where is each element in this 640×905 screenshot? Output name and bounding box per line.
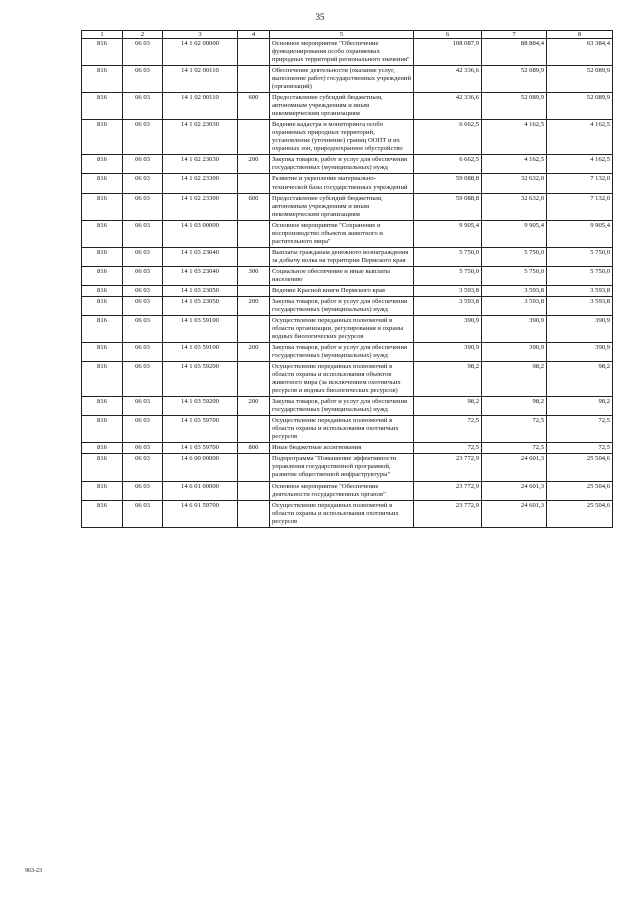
budget-table-container (81, 30, 612, 528)
cell-admin-code: 816 (82, 155, 123, 174)
cell-admin-code: 816 (82, 247, 123, 266)
cell-description: Основное мероприятие "Обеспечение деятельности государственных органов" (270, 481, 414, 500)
cell-expense-type: 200 (238, 296, 270, 315)
cell-admin-code: 816 (82, 120, 123, 155)
cell-section-code: 06 03 (123, 193, 163, 220)
cell-section-code: 06 03 (123, 247, 163, 266)
table-row (82, 343, 613, 362)
cell-amount-year-2: 24 601,3 (482, 500, 547, 527)
cell-description: Подпрограмма "Повышение эффективности управления государственной программой, развитие общественной инфраструктуры" (270, 454, 414, 481)
cell-amount-year-1: 23 772,9 (414, 481, 482, 500)
table-row (82, 66, 613, 93)
cell-amount-year-1: 72,5 (414, 416, 482, 443)
cell-section-code: 06 03 (123, 39, 163, 66)
cell-amount-year-2: 24 601,3 (482, 454, 547, 481)
column-header-4: 4 (238, 31, 270, 39)
cell-description: Ведение Красной книги Пермского края (270, 285, 414, 296)
cell-description: Основное мероприятие "Обеспечение функционирования особо охраняемых природных территорий регионального значения" (270, 39, 414, 66)
cell-amount-year-2: 5 750,0 (482, 266, 547, 285)
table-row (82, 443, 613, 454)
cell-expense-type (238, 66, 270, 93)
cell-section-code: 06 03 (123, 454, 163, 481)
cell-section-code: 06 03 (123, 443, 163, 454)
cell-admin-code: 816 (82, 39, 123, 66)
table-row (82, 120, 613, 155)
cell-admin-code: 816 (82, 285, 123, 296)
table-row (82, 500, 613, 527)
cell-target-article: 14 1 02 00110 (163, 66, 238, 93)
cell-target-article: 14 1 02 23300 (163, 193, 238, 220)
table-row (82, 266, 613, 285)
cell-admin-code: 816 (82, 296, 123, 315)
cell-description: Предоставление субсидий бюджетным, автономным учреждениям и иным некоммерческим организациям (270, 193, 414, 220)
cell-section-code: 06 03 (123, 343, 163, 362)
cell-section-code: 06 03 (123, 266, 163, 285)
cell-description: Социальное обеспечение и иные выплаты населению (270, 266, 414, 285)
cell-amount-year-1: 3 593,8 (414, 296, 482, 315)
cell-expense-type (238, 120, 270, 155)
cell-section-code: 06 03 (123, 120, 163, 155)
table-row (82, 193, 613, 220)
cell-section-code: 06 03 (123, 220, 163, 247)
cell-amount-year-3: 52 089,9 (547, 93, 613, 120)
cell-expense-type (238, 500, 270, 527)
cell-amount-year-2: 3 593,8 (482, 285, 547, 296)
header-row (82, 31, 613, 39)
cell-target-article: 14 1 02 23300 (163, 174, 238, 193)
cell-target-article: 14 1 03 23050 (163, 296, 238, 315)
cell-amount-year-3: 98,2 (547, 397, 613, 416)
cell-amount-year-1: 108 087,9 (414, 39, 482, 66)
cell-expense-type (238, 315, 270, 342)
cell-admin-code: 816 (82, 500, 123, 527)
cell-amount-year-2: 390,9 (482, 315, 547, 342)
cell-description: Основное мероприятие "Сохранение и воспроизводство объектов животного и растительного мира" (270, 220, 414, 247)
cell-expense-type (238, 481, 270, 500)
cell-amount-year-2: 3 593,8 (482, 296, 547, 315)
cell-target-article: 14 6 01 00000 (163, 481, 238, 500)
cell-amount-year-2: 72,5 (482, 416, 547, 443)
cell-amount-year-1: 5 750,0 (414, 247, 482, 266)
cell-description: Ведение кадастра и мониторинга особо охраняемых природных территорий, установление (уточнение) границ ООПТ и их охранных зон, природоохранное обустройство (270, 120, 414, 155)
document-code: 963-23 (25, 868, 42, 874)
cell-admin-code: 816 (82, 66, 123, 93)
cell-admin-code: 816 (82, 454, 123, 481)
cell-section-code: 06 03 (123, 174, 163, 193)
cell-expense-type (238, 247, 270, 266)
cell-description: Закупка товаров, работ и услуг для обеспечения государственных (муниципальных) нужд (270, 155, 414, 174)
cell-amount-year-3: 7 132,0 (547, 193, 613, 220)
cell-target-article: 14 1 02 23030 (163, 120, 238, 155)
cell-admin-code: 816 (82, 397, 123, 416)
cell-description: Закупка товаров, работ и услуг для обеспечения государственных (муниципальных) нужд (270, 343, 414, 362)
cell-amount-year-1: 5 750,0 (414, 266, 482, 285)
cell-amount-year-1: 9 905,4 (414, 220, 482, 247)
cell-amount-year-2: 52 089,9 (482, 93, 547, 120)
cell-target-article: 14 1 02 23030 (163, 155, 238, 174)
cell-amount-year-2: 9 905,4 (482, 220, 547, 247)
table-row (82, 93, 613, 120)
cell-amount-year-1: 23 772,9 (414, 454, 482, 481)
table-row (82, 174, 613, 193)
cell-expense-type: 600 (238, 193, 270, 220)
cell-amount-year-3: 3 593,8 (547, 296, 613, 315)
cell-admin-code: 816 (82, 266, 123, 285)
cell-expense-type: 300 (238, 266, 270, 285)
cell-amount-year-3: 63 384,4 (547, 39, 613, 66)
cell-amount-year-1: 3 593,8 (414, 285, 482, 296)
cell-amount-year-2: 72,5 (482, 443, 547, 454)
cell-amount-year-3: 4 162,5 (547, 120, 613, 155)
cell-target-article: 14 1 02 00000 (163, 39, 238, 66)
cell-admin-code: 816 (82, 220, 123, 247)
column-header-1: 1 (82, 31, 123, 39)
cell-section-code: 06 03 (123, 481, 163, 500)
cell-target-article: 14 1 03 23040 (163, 247, 238, 266)
cell-amount-year-3: 5 750,0 (547, 266, 613, 285)
cell-description: Развитие и укрепление материально-технической базы государственных учреждений (270, 174, 414, 193)
cell-amount-year-2: 98,2 (482, 362, 547, 397)
table-row (82, 397, 613, 416)
cell-amount-year-2: 5 750,0 (482, 247, 547, 266)
cell-section-code: 06 03 (123, 500, 163, 527)
cell-amount-year-1: 390,9 (414, 343, 482, 362)
cell-target-article: 14 1 03 00000 (163, 220, 238, 247)
column-header-3: 3 (163, 31, 238, 39)
cell-amount-year-2: 52 089,9 (482, 66, 547, 93)
cell-expense-type (238, 220, 270, 247)
table-row (82, 155, 613, 174)
cell-expense-type: 800 (238, 443, 270, 454)
cell-amount-year-2: 88 884,4 (482, 39, 547, 66)
cell-target-article: 14 6 00 00000 (163, 454, 238, 481)
cell-section-code: 06 03 (123, 155, 163, 174)
cell-amount-year-3: 9 905,4 (547, 220, 613, 247)
cell-section-code: 06 03 (123, 66, 163, 93)
cell-amount-year-3: 52 089,9 (547, 66, 613, 93)
table-row (82, 220, 613, 247)
cell-section-code: 06 03 (123, 362, 163, 397)
cell-description: Осуществление переданных полномочий в области охраны и использования охотничьих ресурсов (270, 500, 414, 527)
table-row (82, 315, 613, 342)
cell-target-article: 14 1 03 59100 (163, 315, 238, 342)
cell-amount-year-2: 32 632,0 (482, 174, 547, 193)
cell-amount-year-3: 98,2 (547, 362, 613, 397)
cell-admin-code: 816 (82, 174, 123, 193)
column-header-7: 7 (482, 31, 547, 39)
cell-expense-type: 200 (238, 155, 270, 174)
cell-admin-code: 816 (82, 343, 123, 362)
cell-amount-year-3: 390,9 (547, 343, 613, 362)
table-body (82, 39, 613, 528)
cell-description: Выплаты гражданам денежного вознаграждения за добычу волка на территории Пермского края (270, 247, 414, 266)
cell-expense-type: 600 (238, 93, 270, 120)
cell-target-article: 14 6 01 59700 (163, 500, 238, 527)
cell-target-article: 14 1 03 59200 (163, 397, 238, 416)
table-row (82, 39, 613, 66)
cell-expense-type (238, 416, 270, 443)
cell-amount-year-1: 42 336,6 (414, 66, 482, 93)
cell-target-article: 14 1 03 59700 (163, 443, 238, 454)
cell-amount-year-2: 390,9 (482, 343, 547, 362)
cell-amount-year-1: 72,5 (414, 443, 482, 454)
cell-amount-year-3: 4 162,5 (547, 155, 613, 174)
cell-amount-year-1: 390,9 (414, 315, 482, 342)
cell-admin-code: 816 (82, 193, 123, 220)
cell-amount-year-1: 59 088,8 (414, 174, 482, 193)
table-row (82, 416, 613, 443)
cell-target-article: 14 1 03 59100 (163, 343, 238, 362)
cell-section-code: 06 03 (123, 93, 163, 120)
budget-table (81, 30, 613, 528)
cell-amount-year-1: 23 772,9 (414, 500, 482, 527)
column-header-8: 8 (547, 31, 613, 39)
cell-amount-year-1: 59 088,8 (414, 193, 482, 220)
cell-admin-code: 816 (82, 481, 123, 500)
cell-amount-year-1: 98,2 (414, 397, 482, 416)
table-row (82, 362, 613, 397)
cell-expense-type (238, 39, 270, 66)
table-row (82, 285, 613, 296)
cell-admin-code: 816 (82, 443, 123, 454)
page-number: 35 (315, 12, 325, 22)
cell-amount-year-3: 7 132,0 (547, 174, 613, 193)
cell-amount-year-1: 98,2 (414, 362, 482, 397)
cell-admin-code: 816 (82, 93, 123, 120)
cell-amount-year-1: 6 662,5 (414, 120, 482, 155)
cell-amount-year-3: 72,5 (547, 416, 613, 443)
cell-amount-year-3: 72,5 (547, 443, 613, 454)
cell-description: Осуществление переданных полномочий в области организации, регулирования и охраны водных биологических ресурсов (270, 315, 414, 342)
cell-target-article: 14 1 03 59200 (163, 362, 238, 397)
cell-description: Обеспечение деятельности (оказание услуг, выполнение работ) государственных учреждений (организаций) (270, 66, 414, 93)
cell-expense-type (238, 454, 270, 481)
cell-section-code: 06 03 (123, 296, 163, 315)
cell-amount-year-2: 24 601,3 (482, 481, 547, 500)
cell-admin-code: 816 (82, 416, 123, 443)
cell-amount-year-3: 25 504,6 (547, 500, 613, 527)
cell-target-article: 14 1 02 00110 (163, 93, 238, 120)
cell-section-code: 06 03 (123, 285, 163, 296)
cell-expense-type: 200 (238, 397, 270, 416)
cell-section-code: 06 03 (123, 315, 163, 342)
column-header-5: 5 (270, 31, 414, 39)
cell-admin-code: 816 (82, 362, 123, 397)
column-header-2: 2 (123, 31, 163, 39)
cell-amount-year-2: 32 632,0 (482, 193, 547, 220)
cell-amount-year-3: 3 593,8 (547, 285, 613, 296)
cell-description: Осуществление переданных полномочий в области охраны и использования охотничьих ресурсов (270, 416, 414, 443)
cell-expense-type (238, 285, 270, 296)
cell-section-code: 06 03 (123, 416, 163, 443)
table-row (82, 454, 613, 481)
table-row (82, 296, 613, 315)
cell-amount-year-2: 4 162,5 (482, 120, 547, 155)
cell-expense-type: 200 (238, 343, 270, 362)
cell-amount-year-3: 25 504,6 (547, 454, 613, 481)
table-row (82, 481, 613, 500)
cell-target-article: 14 1 03 23040 (163, 266, 238, 285)
cell-amount-year-2: 4 162,5 (482, 155, 547, 174)
cell-expense-type (238, 174, 270, 193)
cell-target-article: 14 1 03 59700 (163, 416, 238, 443)
cell-section-code: 06 03 (123, 397, 163, 416)
cell-amount-year-3: 5 750,0 (547, 247, 613, 266)
cell-target-article: 14 1 03 23050 (163, 285, 238, 296)
cell-amount-year-1: 6 662,5 (414, 155, 482, 174)
cell-description: Иные бюджетные ассигнования (270, 443, 414, 454)
cell-amount-year-1: 42 336,6 (414, 93, 482, 120)
column-header-6: 6 (414, 31, 482, 39)
cell-amount-year-3: 390,9 (547, 315, 613, 342)
cell-admin-code: 816 (82, 315, 123, 342)
cell-description: Закупка товаров, работ и услуг для обеспечения государственных (муниципальных) нужд (270, 296, 414, 315)
cell-description: Осуществление переданных полномочий в области охраны и использования объектов животного мира (за исключением охотничьих ресурсов и водных биологических ресурсов) (270, 362, 414, 397)
table-row (82, 247, 613, 266)
cell-description: Предоставление субсидий бюджетным, автономным учреждениям и иным некоммерческим организациям (270, 93, 414, 120)
cell-description: Закупка товаров, работ и услуг для обеспечения государственных (муниципальных) нужд (270, 397, 414, 416)
cell-amount-year-2: 98,2 (482, 397, 547, 416)
cell-expense-type (238, 362, 270, 397)
cell-amount-year-3: 25 504,6 (547, 481, 613, 500)
